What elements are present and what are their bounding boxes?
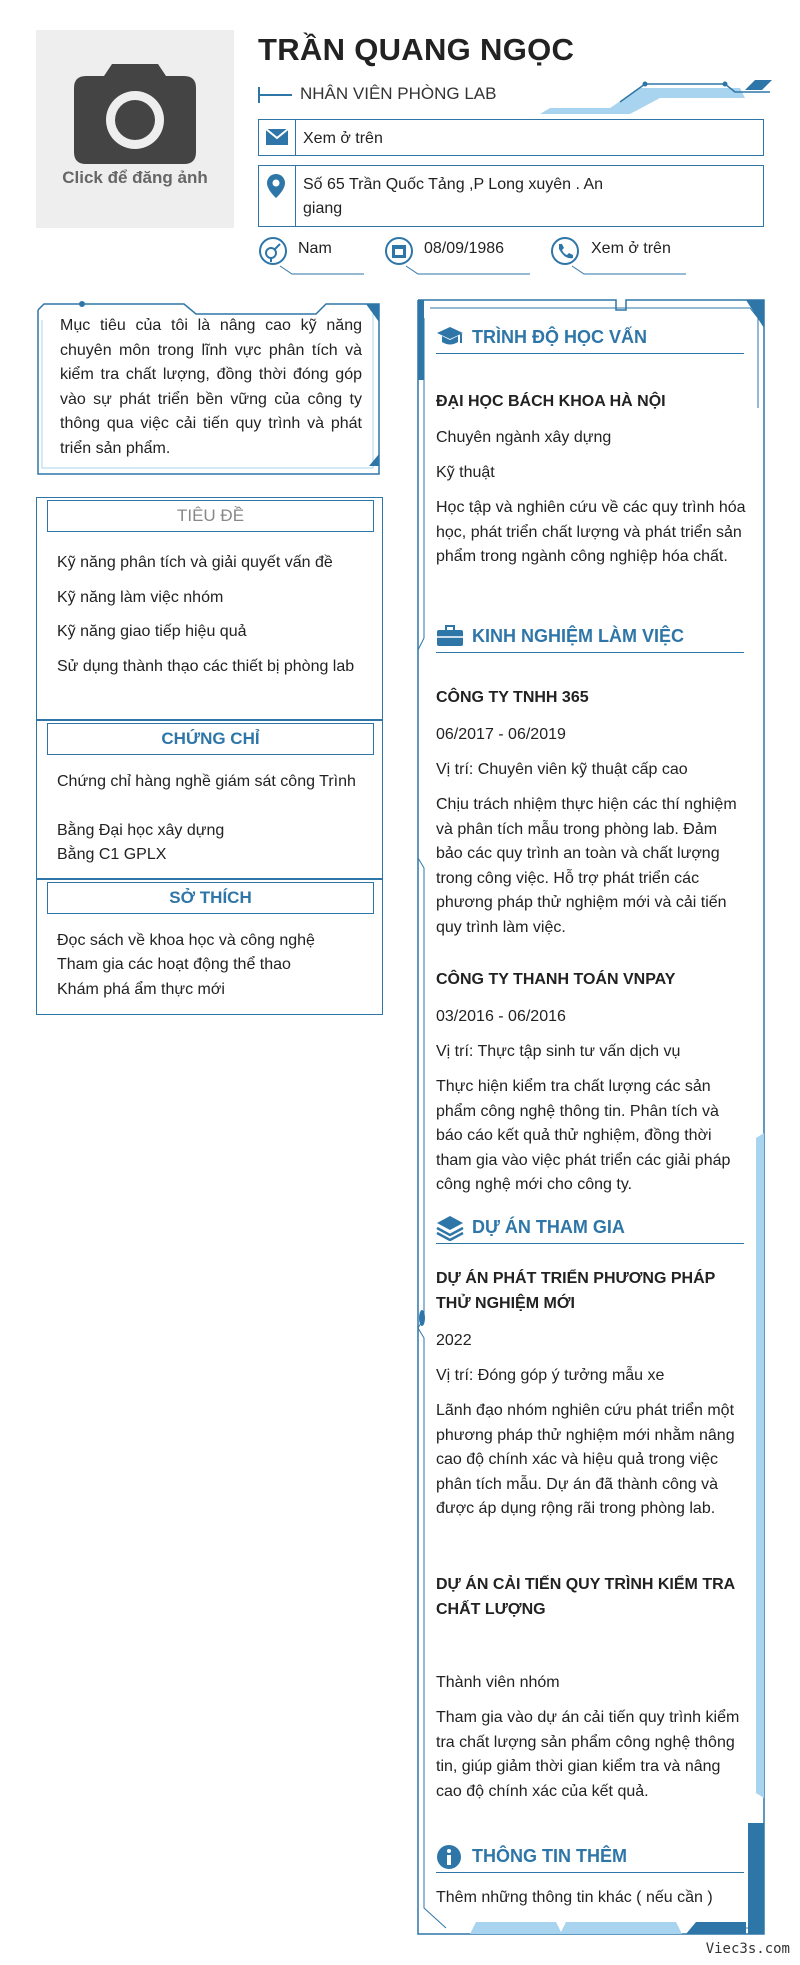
additional-title: THÔNG TIN THÊM bbox=[472, 1846, 627, 1866]
certificate-item: Chứng chỉ hàng nghề giám sát công Trình bbox=[57, 773, 356, 790]
graduation-cap-icon bbox=[436, 325, 464, 349]
hobbies-title: SỞ THÍCH bbox=[47, 882, 374, 914]
project-role: Thành viên nhóm bbox=[436, 1674, 560, 1691]
address-field bbox=[258, 165, 764, 227]
site-watermark: Viec3s.com bbox=[705, 1941, 790, 1957]
photo-upload[interactable] bbox=[36, 30, 234, 228]
certificate-item: Bằng C1 GPLX bbox=[57, 846, 167, 863]
certificates-card bbox=[36, 720, 383, 879]
additional-text: Thêm những thông tin khác ( nếu cần ) bbox=[436, 1889, 713, 1906]
info-icon bbox=[436, 1844, 462, 1870]
address-value: Số 65 Trần Quốc Tảng ,P Long xuyên . An giang bbox=[303, 176, 604, 217]
phone-value: Xem ở trên bbox=[591, 240, 671, 257]
additional-header bbox=[436, 1842, 744, 1873]
header-decoration bbox=[540, 74, 780, 114]
objective-text: Mục tiêu của tôi là nâng cao kỹ năng chuyên môn trong lĩnh vực phân tích và kiểm tra chất lượng, đồng thời đóng góp vào sự phát triển bền vững của công ty thông qua việc cải tiến quy trình và phát triển sản phẩm. bbox=[60, 317, 362, 457]
experience-header bbox=[436, 622, 744, 653]
education-degree: Kỹ thuật bbox=[436, 464, 495, 481]
birthday-value: 08/09/1986 bbox=[424, 240, 505, 257]
hobby-item: Tham gia các hoạt động thể thao bbox=[57, 956, 291, 973]
job-time: 03/2016 - 06/2016 bbox=[436, 1008, 566, 1025]
education-title: TRÌNH ĐỘ HỌC VẤN bbox=[472, 327, 647, 347]
job-description: Chịu trách nhiệm thực hiện các thí nghiệm và phân tích mẫu trong phòng lab. Đảm bảo các quy trình an toàn và chất lượng trong công việc. Hỗ trợ phát triển các phương pháp thử nghiệm mới và cải tiến quy trình làm việc. bbox=[436, 796, 737, 936]
certificates-title: CHỨNG CHỈ bbox=[47, 723, 374, 755]
project-name: DỰ ÁN PHÁT TRIỂN PHƯƠNG PHÁP THỬ NGHIỆM MỚI bbox=[436, 1270, 716, 1312]
hobby-item: Khám phá ẩm thực mới bbox=[57, 981, 225, 998]
camera-icon bbox=[74, 58, 196, 164]
certificate-item: Bằng Đại học xây dựng bbox=[57, 822, 225, 839]
skills-card bbox=[36, 497, 383, 720]
layers-icon bbox=[436, 1215, 464, 1241]
skill-item: Kỹ năng làm việc nhóm bbox=[57, 589, 224, 606]
education-school: ĐẠI HỌC BÁCH KHOA HÀ NỘI bbox=[436, 393, 666, 410]
job-company: CÔNG TY THANH TOÁN VNPAY bbox=[436, 971, 676, 988]
job-position: Vị trí: Thực tập sinh tư vấn dịch vụ bbox=[436, 1043, 681, 1060]
photo-caption: Click để đăng ảnh bbox=[62, 168, 208, 187]
education-header bbox=[436, 323, 744, 354]
job-company: CÔNG TY TNHH 365 bbox=[436, 689, 589, 706]
job-description: Thực hiện kiểm tra chất lượng các sản phẩm công nghệ thông tin. Phân tích và báo cáo kết quả thử nghiệm, đồng thời tham gia vào việc phát triển các giải pháp công nghệ mới cho công ty. bbox=[436, 1078, 731, 1193]
projects-title: DỰ ÁN THAM GIA bbox=[472, 1217, 625, 1237]
education-major: Chuyên ngành xây dựng bbox=[436, 429, 612, 446]
project-description: Tham gia vào dự án cải tiến quy trình kiểm tra chất lượng sản phẩm công nghệ thông tin, giúp giảm thời gian kiểm tra và nâng cao độ chính xác của kết quả. bbox=[436, 1709, 740, 1800]
education-description: Học tập và nghiên cứu về các quy trình hóa học, phát triển chất lượng và phát triển sản phẩm trong ngành công nghiệp hóa chất. bbox=[436, 499, 746, 565]
gender-value: Nam bbox=[298, 240, 332, 257]
skills-title: TIÊU ĐỀ bbox=[47, 500, 374, 532]
email-value: Xem ở trên bbox=[303, 130, 383, 147]
experience-title: KINH NGHIỆM LÀM VIỆC bbox=[472, 626, 685, 646]
project-name: DỰ ÁN CẢI TIẾN QUY TRÌNH KIỂM TRA CHẤT LƯỢNG bbox=[436, 1576, 735, 1618]
email-field bbox=[258, 119, 764, 156]
skill-item: Kỹ năng giao tiếp hiệu quả bbox=[57, 623, 247, 640]
job-time: 06/2017 - 06/2019 bbox=[436, 726, 566, 743]
projects-header bbox=[436, 1213, 744, 1244]
hobby-item: Đọc sách về khoa học và công nghệ bbox=[57, 932, 315, 949]
project-time: 2022 bbox=[436, 1332, 472, 1349]
email-icon bbox=[265, 127, 289, 147]
hobbies-card bbox=[36, 879, 383, 1015]
candidate-name: TRẦN QUANG NGỌC bbox=[258, 32, 575, 67]
job-title: NHÂN VIÊN PHÒNG LAB bbox=[300, 84, 497, 103]
skill-item: Sử dụng thành thạo các thiết bị phòng lab bbox=[57, 658, 355, 675]
project-role: Vị trí: Đóng góp ý tưởng mẫu xe bbox=[436, 1367, 665, 1384]
job-title-line-icon bbox=[258, 86, 294, 104]
briefcase-icon bbox=[436, 624, 464, 648]
project-description: Lãnh đạo nhóm nghiên cứu phát triển một phương pháp thử nghiệm mới nhằm nâng cao độ chính xác và hiệu quả trong việc phân tích mẫu. Dự án đã thành công và được áp dụng rộng rãi trong phòng lab. bbox=[436, 1402, 735, 1517]
objective-card bbox=[36, 300, 381, 476]
skill-item: Kỹ năng phân tích và giải quyết vấn đề bbox=[57, 554, 333, 571]
location-pin-icon bbox=[265, 173, 287, 199]
job-position: Vị trí: Chuyên viên kỹ thuật cấp cao bbox=[436, 761, 688, 778]
